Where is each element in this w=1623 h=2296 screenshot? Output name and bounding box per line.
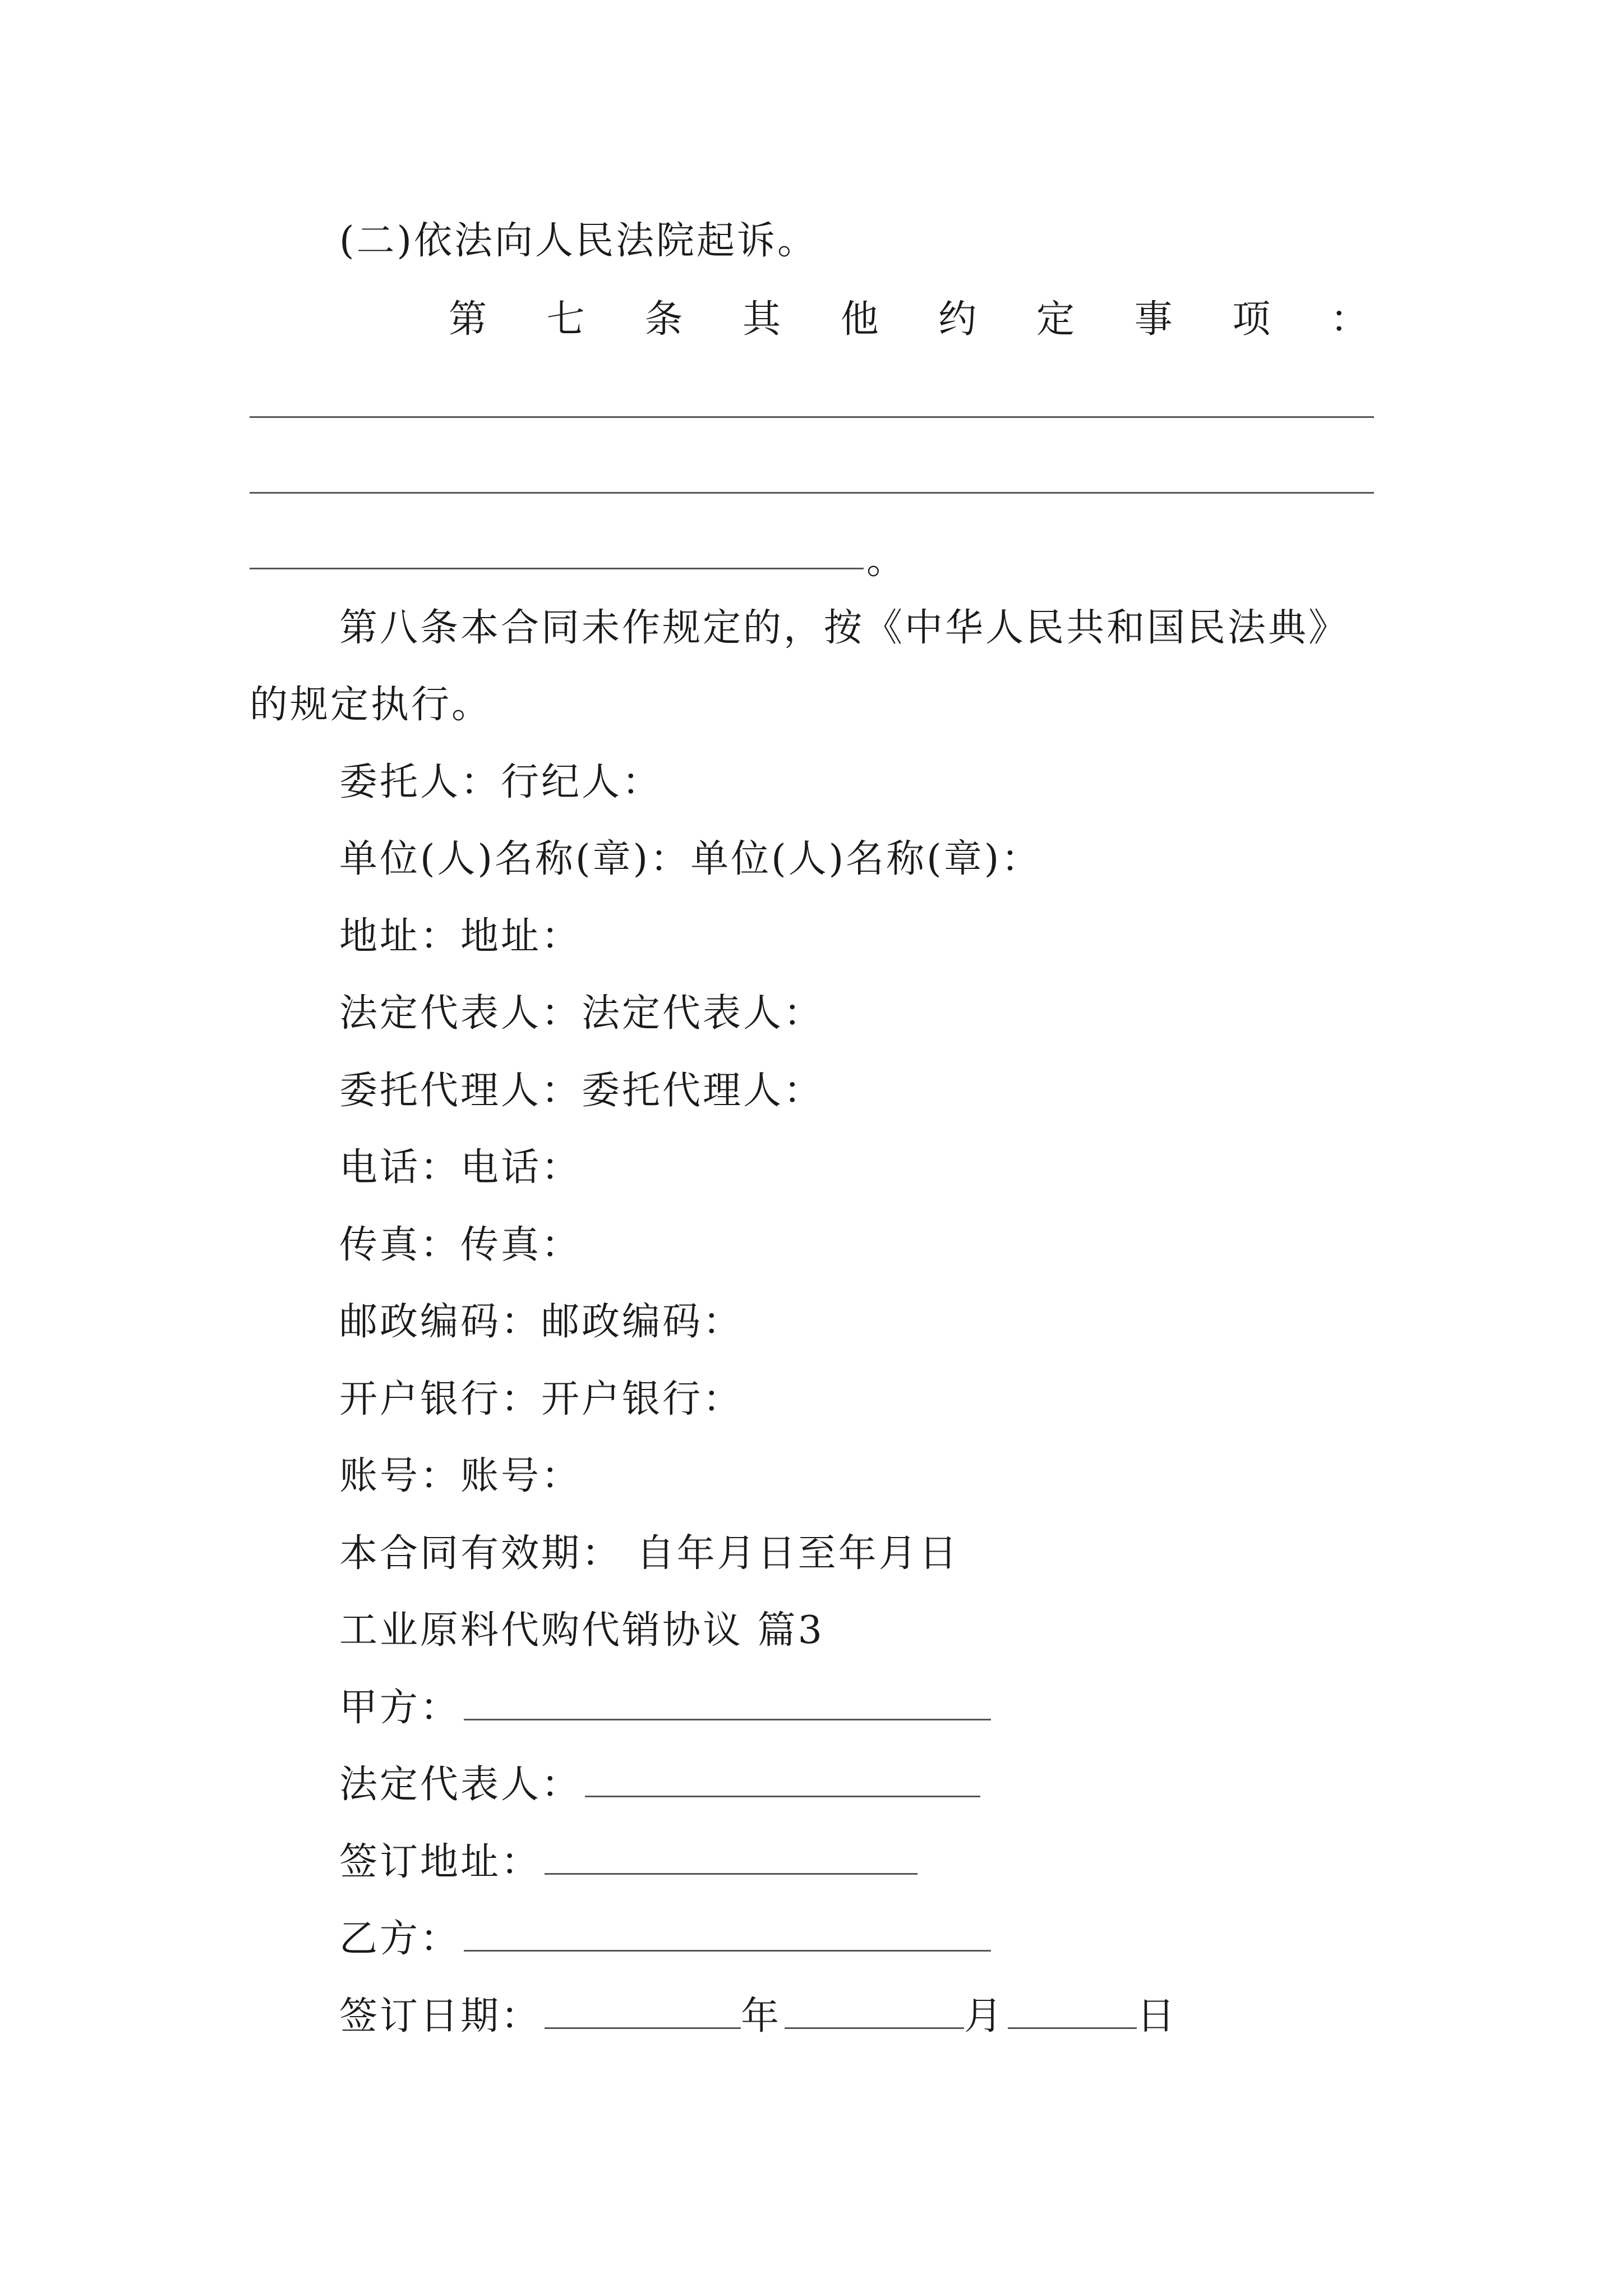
- fill-in-rule-2: [250, 492, 1374, 494]
- bank-line: 开户银行：开户银行：: [339, 1377, 744, 1421]
- article-8-line-2: 的规定执行。: [250, 683, 492, 727]
- heading-char: 条: [644, 297, 683, 342]
- sign-date-row: [339, 1991, 1177, 2042]
- sign-date-label: 签订日期：: [339, 1994, 542, 2039]
- heading-char: 约: [938, 297, 977, 342]
- year-blank[interactable]: [545, 1991, 741, 2029]
- sign-place-blank[interactable]: [545, 1837, 917, 1875]
- phone-line: 电话：电话：: [339, 1145, 582, 1190]
- legal-rep-line: 法定代表人：法定代表人：: [339, 991, 824, 1036]
- fax-line: 传真：传真：: [339, 1223, 582, 1267]
- sign-place-label: 签订地址：: [339, 1840, 542, 1884]
- agent-line: 委托代理人：委托代理人：: [339, 1069, 824, 1113]
- parties-line: 委托人：行纪人：: [339, 760, 663, 804]
- day-blank[interactable]: [1008, 1991, 1137, 2029]
- legal-rep-row: [339, 1760, 980, 1810]
- fill-in-rule-1: [250, 416, 1374, 418]
- validity-line: 本合同有效期： 自年月日至年月日: [339, 1531, 960, 1576]
- party-b-blank[interactable]: [464, 1914, 991, 1952]
- unit-name-line: 单位(人)名称(章)：单位(人)名称(章)：: [339, 837, 1042, 881]
- clause-6-item-2: (二)依法向人民法院起诉。: [339, 219, 818, 263]
- sign-place-row: [339, 1837, 917, 1888]
- fill-in-rule-3: [250, 568, 864, 569]
- party-a-blank[interactable]: [464, 1683, 991, 1720]
- address-line: 地址：地址：: [339, 914, 582, 959]
- heading-char: 第: [449, 297, 487, 342]
- heading-char: 他: [840, 297, 879, 342]
- heading-char: 七: [546, 297, 585, 342]
- day-label: 日: [1137, 1994, 1178, 2039]
- article-8-line-1: 第八条本合同未作规定的，按《中华人民共和国民法典》: [339, 606, 1349, 650]
- legal-rep-blank[interactable]: [585, 1760, 980, 1797]
- party-b-row: [339, 1914, 991, 1964]
- heading-char: 项: [1232, 297, 1271, 342]
- party-a-label: 甲方：: [339, 1686, 461, 1730]
- heading-char: 事: [1134, 297, 1173, 342]
- article-7-end-mark: 。: [866, 539, 907, 583]
- party-b-label: 乙方：: [339, 1917, 461, 1961]
- party-a-row: [339, 1683, 991, 1733]
- postcode-line: 邮政编码：邮政编码：: [339, 1300, 744, 1344]
- section-3-title: 工业原料代购代销协议 篇3: [339, 1608, 824, 1653]
- year-label: 年: [741, 1994, 782, 2039]
- account-line: 账号：账号：: [339, 1454, 582, 1498]
- heading-char: 定: [1036, 297, 1075, 342]
- article-7-heading: [449, 295, 1368, 345]
- month-label: 月: [964, 1994, 1005, 2039]
- heading-char: 其: [742, 297, 781, 342]
- heading-char: ：: [1330, 297, 1368, 342]
- month-blank[interactable]: [785, 1991, 964, 2029]
- legal-rep-label: 法定代表人：: [339, 1763, 582, 1807]
